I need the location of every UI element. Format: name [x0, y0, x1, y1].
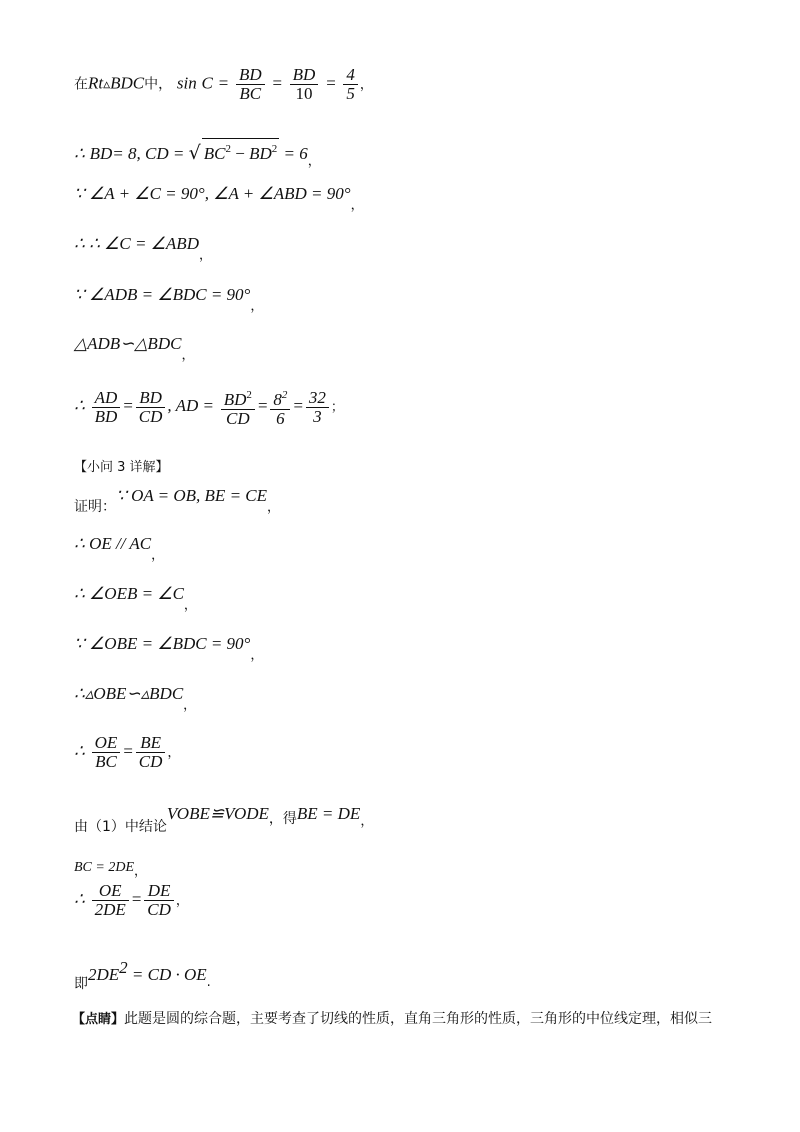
radicand: [202, 138, 280, 164]
punctuation: ，: [181, 348, 195, 363]
exponent: 2: [281, 389, 288, 401]
exponent: 2: [225, 143, 231, 155]
fraction: [144, 882, 174, 919]
denominator: BC: [239, 84, 262, 103]
fraction: [343, 66, 358, 103]
denominator: 3: [313, 406, 322, 426]
solution-line-right-angles: [74, 285, 264, 314]
numerator: 8: [273, 390, 282, 409]
math: = CD · OE: [127, 965, 207, 984]
numerator: DE: [144, 882, 174, 901]
math: BC = 2DE: [74, 860, 134, 875]
numerator: 4: [343, 66, 358, 85]
denominator: 10: [295, 84, 313, 103]
solution-line-ad: ∴ $\frac{AD}{BD}$ = $\frac{BD}{CD}$ , AD = $\frac{BD^2}{CD}$ = $\frac{8^2}{6}$ = $\frac{32}{3}$ ；: [74, 387, 344, 428]
math: ∴▵OBE∽▵BDC: [74, 684, 184, 703]
therefore-symbol: ∴: [74, 741, 85, 761]
fraction: [290, 66, 319, 103]
denominator: BC: [95, 752, 117, 771]
math: C: [201, 73, 213, 93]
text: 即: [74, 976, 88, 992]
solution-line-sin-c: 在Rt▵BDC中， sin C = $\frac{BD}{BC}$ = $\frac{BD}{10}$ = $\frac{4}{5}$ ，: [74, 65, 373, 103]
solution-line-bd-cd: [74, 138, 321, 169]
denominator: 5: [346, 84, 355, 103]
proof-line-midpoints: [74, 486, 281, 515]
math: =: [168, 144, 189, 163]
math: 2DE: [88, 965, 120, 984]
solution-line-similar: [74, 334, 195, 363]
solution-line-angle-c: [74, 234, 212, 263]
denominator: 2DE: [94, 900, 126, 919]
proof-line-congruent: [74, 804, 374, 835]
math: Rt: [88, 73, 104, 93]
math: ∵ ∠A + ∠C = 90°, ∠A + ∠ABD = 90°: [74, 184, 351, 203]
fraction: [306, 389, 329, 426]
therefore-symbol: ∴: [74, 889, 85, 909]
math: −: [230, 144, 250, 163]
math: ∵ OA = OB, BE = CE: [116, 486, 268, 505]
fraction: [136, 734, 166, 771]
section-heading: 【小问 3 详解】: [74, 460, 169, 475]
punctuation: ，: [183, 598, 197, 613]
math: BC: [203, 144, 226, 163]
fraction: [270, 386, 290, 428]
text: 中，: [144, 76, 173, 93]
math: BE = DE: [296, 804, 361, 823]
punctuation: ，: [167, 745, 181, 761]
denominator: CD: [138, 752, 163, 771]
punctuation: ，: [250, 648, 264, 663]
punctuation: ，: [250, 299, 264, 314]
solution-line-angles: [74, 184, 364, 213]
text: 由（1）中结论: [74, 819, 167, 835]
proof-conclusion: [74, 958, 211, 992]
math: = 8,: [112, 144, 146, 163]
proof-line-similar: [74, 684, 197, 713]
math: ∵ ∠OBE = ∠BDC = 90°: [74, 634, 251, 653]
math: BD: [89, 144, 113, 163]
punctuation: ，: [151, 548, 165, 563]
fraction: [221, 386, 255, 428]
proof-line-parallel: [74, 534, 165, 563]
math: BD: [249, 144, 272, 163]
math: ∴ ∠OEB = ∠C: [74, 584, 184, 603]
numerator: BD: [136, 389, 166, 408]
math: ∵ ∠ADB = ∠BDC = 90°: [74, 285, 251, 304]
therefore-symbol: ∴: [74, 144, 85, 163]
numerator: BD: [223, 390, 247, 409]
numerator: OE: [92, 882, 129, 901]
text: ，得: [268, 811, 297, 827]
fraction: [92, 389, 121, 426]
math: sin: [176, 73, 197, 93]
fraction: [92, 882, 129, 919]
math: △ADB∽△BDC: [74, 334, 182, 353]
proof-line-right-angles: [74, 634, 264, 663]
denominator: BD: [94, 406, 118, 426]
math: ∴ OE // AC: [74, 534, 152, 553]
punctuation: ，: [183, 698, 197, 713]
denominator: 6: [276, 409, 285, 428]
proof-label: 证明：: [74, 499, 116, 515]
fraction: [92, 734, 121, 771]
numerator: BE: [136, 734, 166, 753]
punctuation: .: [206, 975, 211, 990]
numerator: AD: [92, 389, 121, 408]
exponent: 2: [271, 143, 278, 155]
triangle-icon: ▵: [103, 76, 111, 93]
numerator: BD: [236, 66, 265, 85]
punctuation: ，: [359, 77, 373, 93]
note-text: 此题是圆的综合题，主要考查了切线的性质，直角三角形的性质，三角形的中位线定理，相似三: [124, 1011, 713, 1027]
punctuation: ，: [134, 864, 148, 879]
exponent: 2: [246, 389, 252, 401]
math: , AD =: [167, 396, 214, 415]
math: BDC: [110, 73, 145, 93]
note-tag: 【点睛】: [72, 1012, 125, 1027]
punctuation: ，: [175, 893, 189, 909]
exponent: 2: [119, 958, 128, 977]
denominator: CD: [147, 900, 171, 919]
punctuation: ，: [360, 814, 374, 829]
math: VOBE≌VODE: [166, 804, 269, 823]
punctuation: ，: [307, 154, 321, 169]
punctuation: ；: [330, 400, 344, 415]
numerator: OE: [92, 734, 121, 753]
punctuation: ，: [350, 198, 364, 213]
math: = 6: [279, 144, 308, 163]
math: CD: [145, 144, 169, 163]
sqrt-icon: √: [188, 142, 201, 164]
fraction: [236, 66, 265, 103]
proof-line-bc: [74, 856, 147, 878]
punctuation: ，: [267, 500, 281, 515]
punctuation: ，: [198, 248, 212, 263]
proof-line-angle-oeb: [74, 584, 197, 613]
proof-line-ratio: ∴ $\frac{OE}{BC}$ = $\frac{BE}{CD}$ ，: [74, 733, 181, 771]
text: 在: [74, 76, 88, 93]
proof-line-ratio-de: ∴ $\frac{OE}{2DE}$ = $\frac{DE}{CD}$ ，: [74, 881, 189, 919]
fraction: [136, 389, 166, 426]
denominator: CD: [138, 406, 163, 426]
denominator: CD: [226, 409, 250, 428]
note-paragraph: [72, 1008, 712, 1030]
therefore-symbol: ∴: [74, 396, 85, 415]
numerator: 32: [306, 389, 329, 408]
numerator: BD: [290, 66, 319, 85]
math: ∴ ∴ ∠C = ∠ABD: [74, 234, 199, 253]
math: =: [217, 73, 230, 93]
